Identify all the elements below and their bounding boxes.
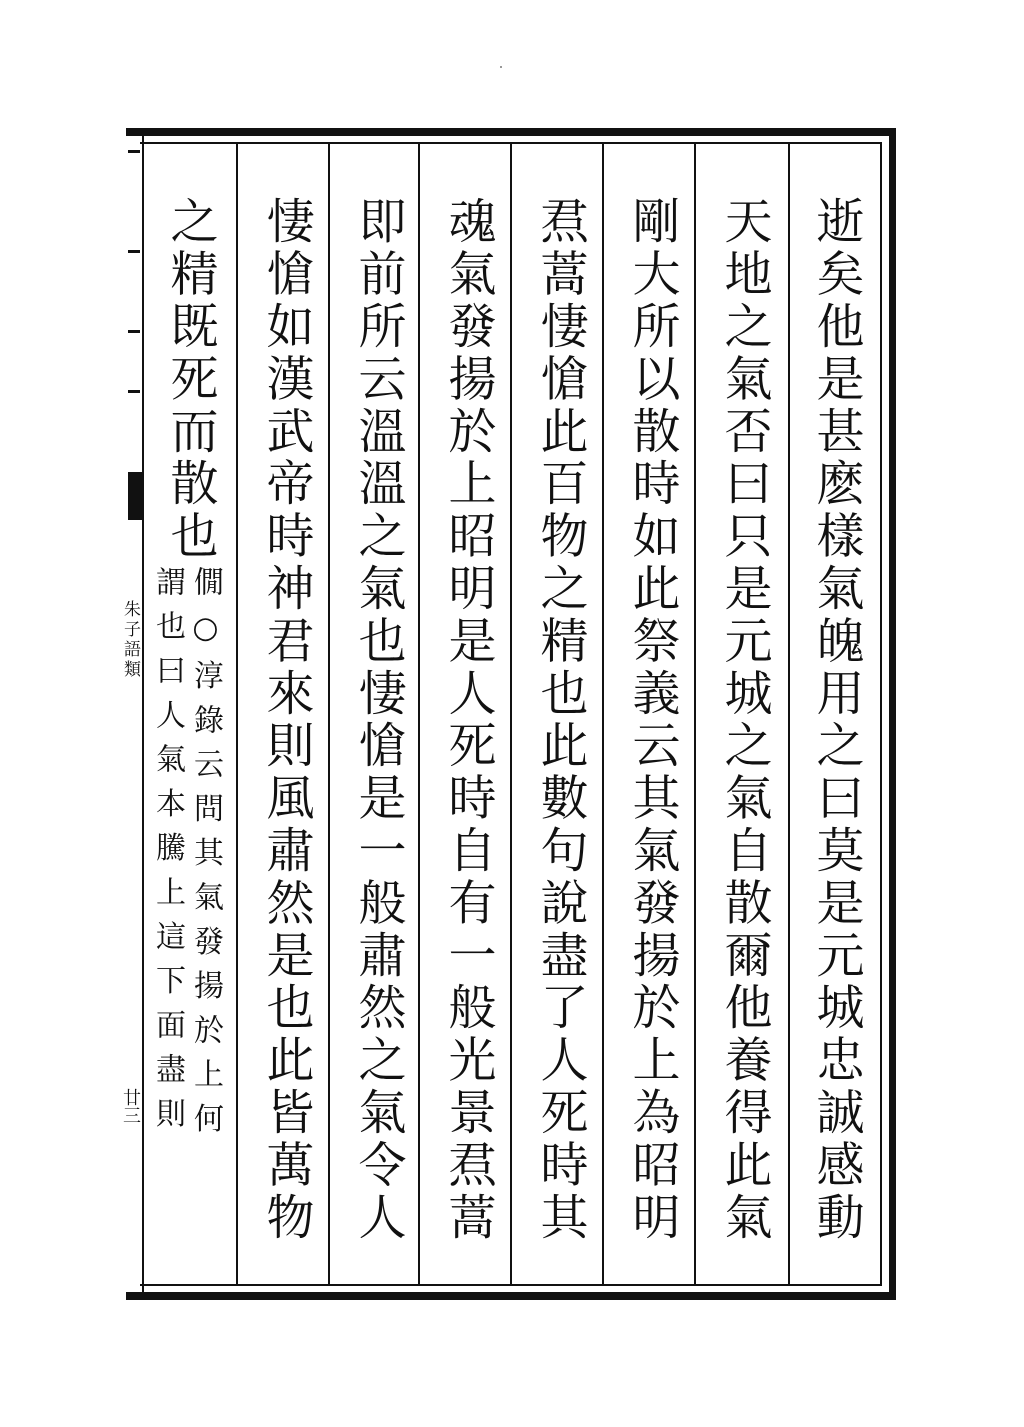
text-column-4: 焄蒿悽愴此百物之精也此數句說盡了人死時其 xyxy=(532,196,588,1244)
margin-mark xyxy=(128,390,140,393)
text-column-3: 剛大所以散時如此祭義云其氣發揚於上為昭明 xyxy=(624,196,680,1244)
scan-speck xyxy=(500,66,502,68)
text-column-5: 魂氣發揚於上昭明是人死時自有一般光景焄蒿 xyxy=(440,196,496,1244)
text-column-2: 天地之氣否曰只是元城之氣自散爾他養得此氣 xyxy=(716,196,772,1244)
margin-mark xyxy=(128,250,140,253)
column-rule xyxy=(694,142,696,1286)
margin-mark xyxy=(128,150,140,153)
note-line-1: 僩○淳錄云問其氣發揚於上何 xyxy=(188,566,223,1147)
column-rule xyxy=(236,142,238,1286)
column-rule xyxy=(788,142,790,1286)
text-column-8: 之精既死而散也 xyxy=(162,196,218,563)
text-column-7: 悽愴如漢武帝時神君來則風肅然是也此皆萬物 xyxy=(258,196,314,1244)
margin-page-number: 廿三 xyxy=(120,1088,141,1124)
column-rule xyxy=(418,142,420,1286)
column-rule xyxy=(602,142,604,1286)
text-column-1: 逝矣他是甚麽樣氣魄用之曰莫是元城忠誠感動 xyxy=(808,196,864,1244)
margin-book-title: 朱子語類 xyxy=(120,600,140,680)
column-rule xyxy=(510,142,512,1286)
column-rule xyxy=(328,142,330,1286)
note-line-2: 謂也曰人氣本騰上這下面盡則 xyxy=(150,566,185,1142)
fishtail-block xyxy=(128,472,142,520)
margin-mark xyxy=(128,330,140,333)
interlinear-note xyxy=(150,566,222,1147)
text-column-6: 即前所云溫溫之氣也悽愴是一般肅然之氣令人 xyxy=(350,196,406,1244)
